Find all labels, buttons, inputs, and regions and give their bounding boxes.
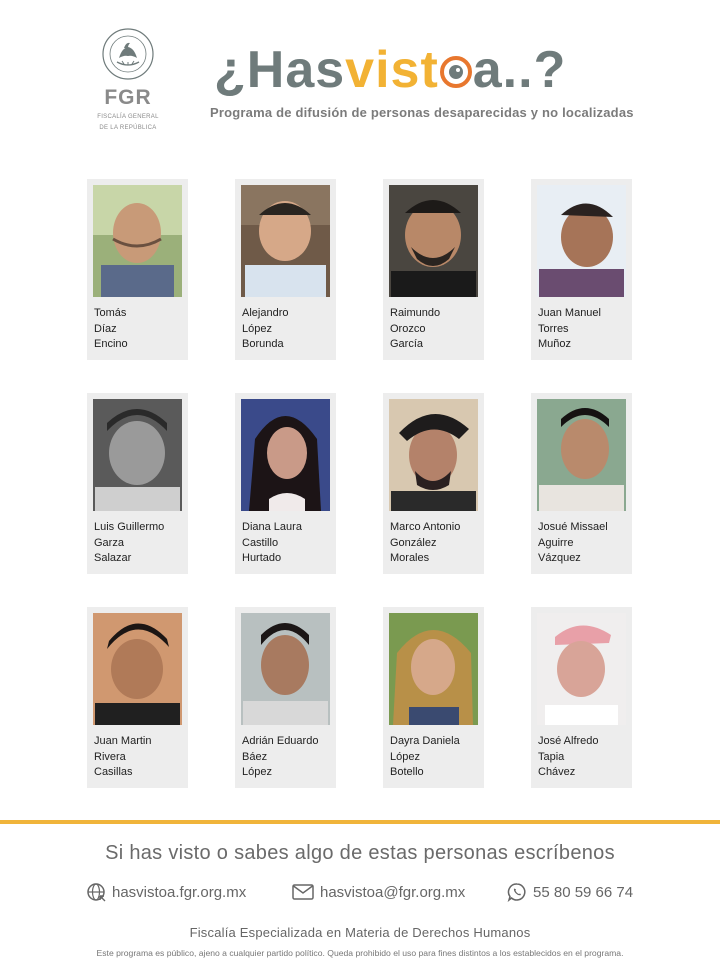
person-name-line: López <box>242 322 272 335</box>
person-photo <box>93 185 182 297</box>
person-name-line: Garza <box>94 536 124 549</box>
email-text: hasvistoa@fgr.org.mx <box>320 883 466 901</box>
person-card <box>235 607 336 788</box>
person-name-line: Diana Laura <box>242 521 302 533</box>
person-name-line: Aguirre <box>538 536 574 549</box>
person-photo <box>241 185 330 297</box>
person-name-line: Torres <box>538 322 569 335</box>
person-name-line: Alejandro <box>242 307 289 319</box>
person-name <box>538 520 608 567</box>
person-name-line: Tapia <box>538 750 565 763</box>
person-name-line: Morales <box>390 552 430 564</box>
person-photo <box>389 185 478 297</box>
person-name <box>242 734 318 781</box>
phone-link[interactable] <box>507 879 633 905</box>
department-name: Fiscalía Especializada en Materia de Derechos Humanos <box>189 925 531 940</box>
person-card <box>531 607 632 788</box>
person-photo <box>93 613 182 725</box>
person-photo <box>389 399 478 511</box>
person-name <box>94 520 164 567</box>
person-name-line: López <box>242 766 272 778</box>
person-name-line: Juan Martin <box>94 735 152 747</box>
poster-header <box>0 0 720 150</box>
person-name-line: Orozco <box>390 322 426 335</box>
person-photo <box>241 399 330 511</box>
globe-icon <box>86 882 106 902</box>
national-seal-icon <box>102 28 154 80</box>
person-name-line: Rivera <box>94 750 126 763</box>
person-name-line: Juan Manuel <box>538 307 601 319</box>
person-name-line: Díaz <box>94 322 117 335</box>
contact-row <box>0 879 720 905</box>
person-card <box>235 393 336 574</box>
person-name <box>242 306 288 353</box>
person-name-line: Borunda <box>242 338 284 350</box>
person-name <box>538 734 599 781</box>
person-name-line: González <box>390 536 437 549</box>
title-part-a: a..? <box>472 41 567 99</box>
footer-divider <box>0 820 720 824</box>
person-name-line: Vázquez <box>538 552 581 564</box>
person-card <box>87 179 188 360</box>
eye-icon <box>439 55 473 89</box>
person-name-line: Casillas <box>94 766 133 778</box>
person-name-line: Marco Antonio <box>390 521 461 533</box>
person-name-line: Hurtado <box>242 552 282 564</box>
person-card <box>235 179 336 360</box>
org-name-line2: DE LA REPÚBLICA <box>99 125 157 131</box>
person-photo <box>241 613 330 725</box>
person-photo <box>537 399 626 511</box>
person-name-line: Dayra Daniela <box>390 735 460 747</box>
person-name <box>94 306 128 353</box>
person-photo <box>537 613 626 725</box>
person-name-line: Luis Guillermo <box>94 521 165 533</box>
envelope-icon <box>292 884 314 900</box>
person-name <box>242 520 302 567</box>
person-name <box>390 734 460 781</box>
person-photo <box>389 613 478 725</box>
person-name-line: Encino <box>94 338 128 350</box>
call-to-action: Si has visto o sabes algo de estas personas escríbenos <box>105 842 615 864</box>
website-link[interactable] <box>86 879 246 905</box>
person-name <box>390 520 460 567</box>
person-name-line: Botello <box>390 766 424 778</box>
person-card <box>531 393 632 574</box>
person-name <box>94 734 151 781</box>
person-name <box>390 306 440 353</box>
person-name-line: Chávez <box>538 766 576 778</box>
whatsapp-icon <box>507 882 527 902</box>
phone-text: 55 80 59 66 74 <box>533 883 634 901</box>
person-photo <box>537 185 626 297</box>
org-name-line1: FISCALÍA GENERAL <box>97 114 159 120</box>
website-text: hasvistoa.fgr.org.mx <box>112 883 247 901</box>
person-name-line: Muñoz <box>538 338 572 350</box>
person-name-line: Tomás <box>94 307 127 319</box>
title-part-vist: vist <box>345 41 439 99</box>
person-name-line: Báez <box>242 750 268 763</box>
org-abbreviation: FGR <box>104 86 152 109</box>
person-name-line: Salazar <box>94 552 132 564</box>
program-subtitle: Programa de difusión de personas desaparecidas y no localizadas <box>210 105 634 120</box>
legal-disclaimer: Este programa es público, ajeno a cualquier partido político. Queda prohibido el uso para fines distintos a los establecidos en el programa. <box>96 948 624 958</box>
person-name-line: Raimundo <box>390 307 441 319</box>
title-part-has: ¿Has <box>214 41 346 99</box>
person-name-line: Castillo <box>242 536 279 549</box>
person-card <box>531 179 632 360</box>
program-title <box>214 38 566 102</box>
person-name-line: Josué Missael <box>538 521 608 533</box>
person-card <box>87 607 188 788</box>
person-card <box>383 393 484 574</box>
person-card <box>87 393 188 574</box>
person-name-line: López <box>390 750 420 763</box>
person-name <box>538 306 601 353</box>
person-photo <box>93 399 182 511</box>
email-link[interactable] <box>292 879 465 905</box>
person-name-line: García <box>390 338 424 350</box>
person-name-line: José Alfredo <box>538 735 599 747</box>
person-card <box>383 179 484 360</box>
person-card <box>383 607 484 788</box>
fgr-logo <box>92 28 164 132</box>
person-name-line: Adrián Eduardo <box>242 735 319 747</box>
